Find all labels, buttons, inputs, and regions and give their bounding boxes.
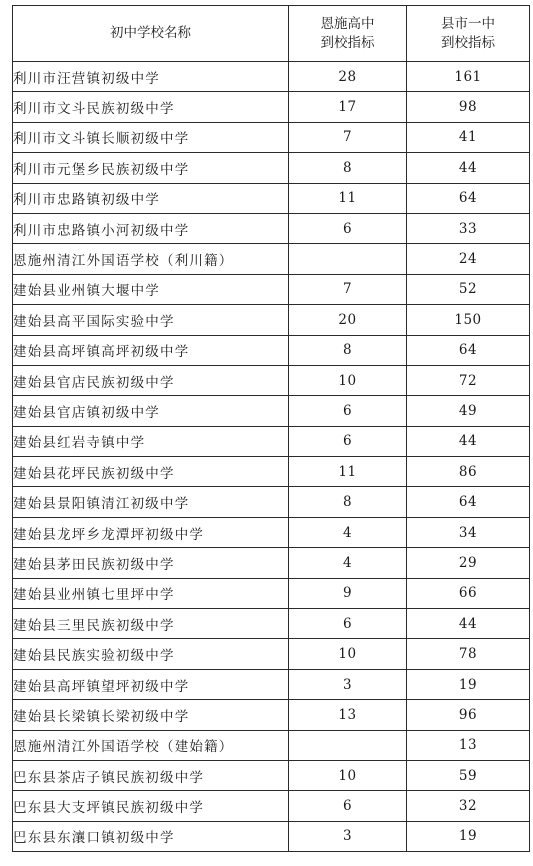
enshi-quota-cell (289, 730, 407, 760)
school-name-cell: 利川市忠路镇小河初级中学 (13, 213, 289, 243)
enshi-quota-cell: 8 (289, 487, 407, 517)
county-quota-cell: 59 (407, 760, 530, 790)
table-row (13, 517, 530, 547)
school-quota-table (12, 5, 530, 852)
county-quota-cell: 34 (407, 517, 530, 547)
table-row (13, 213, 530, 243)
school-name-cell: 建始县官店镇初级中学 (13, 396, 289, 426)
school-name-cell: 建始县业州镇大堰中学 (13, 274, 289, 304)
school-name-cell: 建始县茅田民族初级中学 (13, 548, 289, 578)
county-quota-cell: 52 (407, 274, 530, 304)
enshi-quota-cell: 4 (289, 517, 407, 547)
table-row (13, 821, 530, 851)
header-county-quota (407, 6, 530, 62)
school-name-cell: 建始县景阳镇清江初级中学 (13, 487, 289, 517)
county-quota-cell: 86 (407, 457, 530, 487)
enshi-quota-cell: 6 (289, 396, 407, 426)
header-enshi-line1: 恩施高中 (320, 15, 375, 32)
table-row (13, 487, 530, 517)
school-name-cell: 巴东县大支坪镇民族初级中学 (13, 791, 289, 821)
school-name-cell: 建始县花坪民族初级中学 (13, 457, 289, 487)
header-enshi-quota (289, 6, 407, 62)
school-name-cell: 建始县业州镇七里坪中学 (13, 578, 289, 608)
school-name-cell: 建始县三里民族初级中学 (13, 609, 289, 639)
enshi-quota-cell: 10 (289, 639, 407, 669)
enshi-quota-cell: 17 (289, 92, 407, 122)
enshi-quota-cell: 11 (289, 457, 407, 487)
enshi-quota-cell (289, 244, 407, 274)
table-row (13, 153, 530, 183)
table-row (13, 578, 530, 608)
school-name-cell: 利川市汪营镇初级中学 (13, 62, 289, 92)
county-quota-cell: 19 (407, 669, 530, 699)
county-quota-cell: 32 (407, 791, 530, 821)
county-quota-cell: 24 (407, 244, 530, 274)
county-quota-cell: 41 (407, 122, 530, 152)
table-row (13, 62, 530, 92)
school-name-cell: 建始县高坪镇望坪初级中学 (13, 669, 289, 699)
header-school-name: 初中学校名称 (13, 6, 289, 62)
table-row (13, 791, 530, 821)
enshi-quota-cell: 6 (289, 213, 407, 243)
school-name-cell: 恩施州清江外国语学校（建始籍） (13, 730, 289, 760)
school-name-cell: 巴东县茶店子镇民族初级中学 (13, 760, 289, 790)
enshi-quota-cell: 6 (289, 426, 407, 456)
table-row (13, 609, 530, 639)
header-enshi-line2: 到校指标 (320, 34, 375, 51)
county-quota-cell: 44 (407, 609, 530, 639)
school-name-cell: 建始县民族实验初级中学 (13, 639, 289, 669)
school-name-cell: 利川市文斗镇长顺初级中学 (13, 122, 289, 152)
table-row (13, 700, 530, 730)
county-quota-cell: 29 (407, 548, 530, 578)
school-name-cell: 建始县红岩寺镇中学 (13, 426, 289, 456)
table-row (13, 274, 530, 304)
county-quota-cell: 49 (407, 396, 530, 426)
enshi-quota-cell: 7 (289, 122, 407, 152)
table-row (13, 305, 530, 335)
enshi-quota-cell: 8 (289, 335, 407, 365)
school-name-cell: 建始县长梁镇长梁初级中学 (13, 700, 289, 730)
enshi-quota-cell: 11 (289, 183, 407, 213)
table-row (13, 457, 530, 487)
county-quota-cell: 13 (407, 730, 530, 760)
table-row (13, 122, 530, 152)
enshi-quota-cell: 3 (289, 669, 407, 699)
school-name-cell: 利川市元堡乡民族初级中学 (13, 153, 289, 183)
table-row (13, 760, 530, 790)
county-quota-cell: 72 (407, 365, 530, 395)
table-row (13, 548, 530, 578)
enshi-quota-cell: 10 (289, 760, 407, 790)
table-row (13, 244, 530, 274)
enshi-quota-cell: 20 (289, 305, 407, 335)
header-row (13, 6, 530, 62)
enshi-quota-cell: 9 (289, 578, 407, 608)
school-name-cell: 建始县龙坪乡龙潭坪初级中学 (13, 517, 289, 547)
enshi-quota-cell: 7 (289, 274, 407, 304)
county-quota-cell: 78 (407, 639, 530, 669)
table-row (13, 396, 530, 426)
enshi-quota-cell: 10 (289, 365, 407, 395)
table-row (13, 639, 530, 669)
enshi-quota-cell: 8 (289, 153, 407, 183)
county-quota-cell: 150 (407, 305, 530, 335)
school-name-cell: 建始县高坪镇高坪初级中学 (13, 335, 289, 365)
school-name-cell: 建始县高平国际实验中学 (13, 305, 289, 335)
header-county-line1: 县市一中 (441, 15, 495, 32)
school-name-cell: 利川市文斗民族初级中学 (13, 92, 289, 122)
school-name-cell: 建始县官店民族初级中学 (13, 365, 289, 395)
school-name-cell: 恩施州清江外国语学校（利川籍） (13, 244, 289, 274)
school-name-cell: 利川市忠路镇初级中学 (13, 183, 289, 213)
header-county-line2: 到校指标 (441, 34, 495, 51)
school-name-cell: 巴东县东瀼口镇初级中学 (13, 821, 289, 851)
table-row (13, 92, 530, 122)
county-quota-cell: 64 (407, 183, 530, 213)
county-quota-cell: 64 (407, 487, 530, 517)
enshi-quota-cell: 3 (289, 821, 407, 851)
county-quota-cell: 33 (407, 213, 530, 243)
table-row (13, 335, 530, 365)
county-quota-cell: 19 (407, 821, 530, 851)
county-quota-cell: 44 (407, 153, 530, 183)
enshi-quota-cell: 4 (289, 548, 407, 578)
table-row (13, 669, 530, 699)
enshi-quota-cell: 6 (289, 609, 407, 639)
county-quota-cell: 96 (407, 700, 530, 730)
table-row (13, 426, 530, 456)
table-body (13, 62, 530, 852)
county-quota-cell: 98 (407, 92, 530, 122)
enshi-quota-cell: 13 (289, 700, 407, 730)
enshi-quota-cell: 28 (289, 62, 407, 92)
enshi-quota-cell: 6 (289, 791, 407, 821)
county-quota-cell: 161 (407, 62, 530, 92)
table-header (13, 6, 530, 62)
table-row (13, 365, 530, 395)
county-quota-cell: 44 (407, 426, 530, 456)
county-quota-cell: 66 (407, 578, 530, 608)
table-row (13, 730, 530, 760)
table-row (13, 183, 530, 213)
county-quota-cell: 64 (407, 335, 530, 365)
